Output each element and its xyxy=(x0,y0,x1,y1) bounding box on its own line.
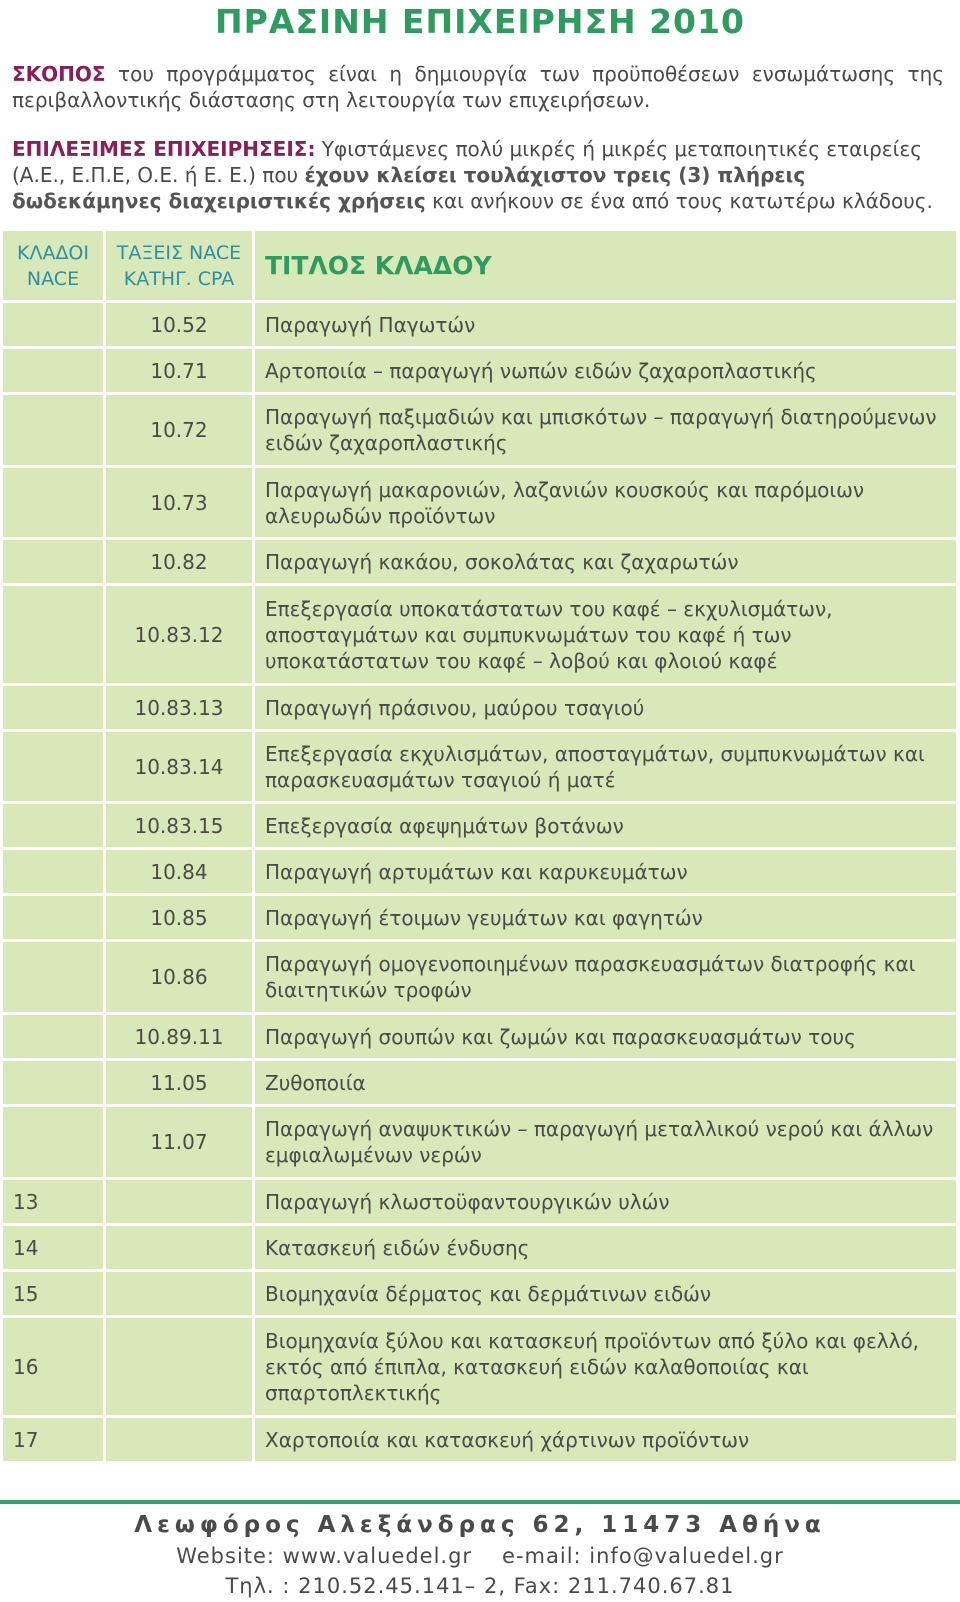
class-code-cell: 10.73 xyxy=(106,468,255,540)
sector-cell: 17 xyxy=(3,1418,106,1464)
table-row xyxy=(3,942,956,1015)
header-sector-title: ΤΙΤΛΟΣ ΚΛΑΔΟΥ xyxy=(255,231,956,303)
sector-title-cell: Χαρτοποιία και κατασκευή χάρτινων προϊόντων xyxy=(255,1418,956,1464)
sector-title-cell: Αρτοποιία – παραγωγή νωπών ειδών ζαχαροπλαστικής xyxy=(255,349,956,395)
eligibility-text-2: και ανήκουν σε ένα από τους κατωτέρω κλάδους. xyxy=(425,189,933,213)
footer-contact-line xyxy=(0,1544,960,1568)
class-code-cell: 10.83.12 xyxy=(106,586,255,686)
footer-website: Website: www.valuedel.gr xyxy=(176,1544,473,1568)
sector-title-cell: Επεξεργασία υποκατάστατων του καφέ – εκχυλισμάτων, αποσταγμάτων και συμπυκνωμάτων του καφέ ή των υποκατάστατων του καφέ – λοβού και φλοιού καφέ xyxy=(255,586,956,686)
sector-title-cell: Παραγωγή αναψυκτικών – παραγωγή μεταλλικού νερού και άλλων εμφιαλωμένων νερών xyxy=(255,1107,956,1180)
sector-title-cell: Παραγωγή πράσινου, μαύρου τσαγιού xyxy=(255,686,956,732)
class-code-cell: 10.83.13 xyxy=(106,686,255,732)
sector-title-cell: Βιομηχανία ξύλου και κατασκευή προϊόντων από ξύλο και φελλό, εκτός από έπιπλα, κατασκευή ειδών καλαθοποιίας και σπαρτοπλεκτικής xyxy=(255,1318,956,1418)
class-code-cell: 10.85 xyxy=(106,896,255,942)
sector-title-cell: Επεξεργασία αφεψημάτων βοτάνων xyxy=(255,804,956,850)
class-code-cell xyxy=(106,1180,255,1226)
sector-cell xyxy=(3,896,106,942)
page-title: ΠΡΑΣΙΝΗ ΕΠΙΧΕΙΡΗΣΗ 2010 xyxy=(215,2,745,41)
sector-cell xyxy=(3,850,106,896)
footer-divider xyxy=(0,1500,960,1504)
sector-cell xyxy=(3,1107,106,1180)
table-row xyxy=(3,732,956,804)
sector-cell xyxy=(3,804,106,850)
sector-title-cell: Παραγωγή Παγωτών xyxy=(255,303,956,349)
class-code-cell xyxy=(106,1418,255,1464)
table-row xyxy=(3,1226,956,1272)
sector-title-cell: Βιομηχανία δέρματος και δερμάτινων ειδών xyxy=(255,1272,956,1318)
class-code-cell xyxy=(106,1318,255,1418)
table-row xyxy=(3,804,956,850)
eligibility-paragraph xyxy=(12,136,944,214)
table-row xyxy=(3,1107,956,1180)
class-code-cell xyxy=(106,1272,255,1318)
sectors-table xyxy=(3,231,956,1464)
class-code-cell: 10.72 xyxy=(106,395,255,468)
sector-cell xyxy=(3,395,106,468)
table-row xyxy=(3,303,956,349)
sector-cell: 13 xyxy=(3,1180,106,1226)
table-row xyxy=(3,1061,956,1107)
class-code-cell xyxy=(106,1226,255,1272)
table-row xyxy=(3,1318,956,1418)
table-row xyxy=(3,468,956,540)
class-code-cell: 10.52 xyxy=(106,303,255,349)
scope-text: του προγράμματος είναι η δημιουργία των προϋποθέσεων ενσωμάτωσης της περιβαλλοντικής διάστασης στη λειτουργία των επιχειρήσεων. xyxy=(12,62,944,112)
sector-title-cell: Παραγωγή παξιμαδιών και μπισκότων – παραγωγή διατηρούμενων ειδών ζαχαροπλαστικής xyxy=(255,395,956,468)
sector-cell xyxy=(3,349,106,395)
table-row xyxy=(3,1418,956,1464)
sector-title-cell: Παραγωγή ομογενοποιημένων παρασκευασμάτων διατροφής και διαιτητικών τροφών xyxy=(255,942,956,1015)
class-code-cell: 10.71 xyxy=(106,349,255,395)
table-row xyxy=(3,349,956,395)
sector-cell xyxy=(3,540,106,586)
scope-label: ΣΚΟΠΟΣ xyxy=(12,62,106,86)
table-row xyxy=(3,586,956,686)
table-row xyxy=(3,896,956,942)
table-header-row xyxy=(3,231,956,303)
table-row xyxy=(3,540,956,586)
eligibility-label: ΕΠΙΛΕΞΙΜΕΣ ΕΠΙΧΕΙΡΗΣΕΙΣ: xyxy=(12,137,316,161)
class-code-cell: 10.84 xyxy=(106,850,255,896)
sector-cell: 15 xyxy=(3,1272,106,1318)
sector-cell xyxy=(3,1061,106,1107)
table-row xyxy=(3,395,956,468)
table-row xyxy=(3,1015,956,1061)
table-row xyxy=(3,850,956,896)
class-code-cell: 10.82 xyxy=(106,540,255,586)
sector-title-cell: Ζυθοποιία xyxy=(255,1061,956,1107)
header-sector-nace: ΚΛΑΔΟΙ NACE xyxy=(3,231,106,303)
header-class-nace: ΤΑΞΕΙΣ NACE ΚΑΤΗΓ. CPA xyxy=(106,231,255,303)
class-code-cell: 10.86 xyxy=(106,942,255,1015)
sector-cell xyxy=(3,1015,106,1061)
sector-cell xyxy=(3,686,106,732)
table-row xyxy=(3,686,956,732)
sector-cell xyxy=(3,942,106,1015)
sector-cell: 16 xyxy=(3,1318,106,1418)
sector-title-cell: Παραγωγή κλωστοϋφαντουργικών υλών xyxy=(255,1180,956,1226)
sector-title-cell: Επεξεργασία εκχυλισμάτων, αποσταγμάτων, συμπυκνωμάτων και παρασκευασμάτων τσαγιού ή ματέ xyxy=(255,732,956,804)
class-code-cell: 10.89.11 xyxy=(106,1015,255,1061)
class-code-cell: 11.05 xyxy=(106,1061,255,1107)
class-code-cell: 10.83.14 xyxy=(106,732,255,804)
eligibility-bold-text: έχουν κλείσει τουλάχιστον τρεις (3) πλήρεις δωδεκάμηνες διαχειριστικές χρήσεις xyxy=(12,163,806,213)
sector-cell xyxy=(3,468,106,540)
sector-title-cell: Κατασκευή ειδών ένδυσης xyxy=(255,1226,956,1272)
sector-cell: 14 xyxy=(3,1226,106,1272)
sector-title-cell: Παραγωγή μακαρονιών, λαζανιών κουσκούς και παρόμοιων αλευρωδών προϊόντων xyxy=(255,468,956,540)
sector-cell xyxy=(3,732,106,804)
footer-email: e-mail: info@valuedel.gr xyxy=(502,1544,784,1568)
sector-cell xyxy=(3,303,106,349)
class-code-cell: 10.83.15 xyxy=(106,804,255,850)
sector-cell xyxy=(3,586,106,686)
table-row xyxy=(3,1272,956,1318)
sector-title-cell: Παραγωγή αρτυμάτων και καρυκευμάτων xyxy=(255,850,956,896)
class-code-cell: 11.07 xyxy=(106,1107,255,1180)
footer-address: Λεωφόρος Αλεξάνδρας 62, 11473 Αθήνα xyxy=(134,1512,826,1538)
sector-title-cell: Παραγωγή σουπών και ζωμών και παρασκευασμάτων τους xyxy=(255,1015,956,1061)
sector-title-cell: Παραγωγή κακάου, σοκολάτας και ζαχαρωτών xyxy=(255,540,956,586)
table-row xyxy=(3,1180,956,1226)
footer-phone: Τηλ. : 210.52.45.141– 2, Fax: 211.740.67.81 xyxy=(225,1574,735,1598)
scope-paragraph xyxy=(12,61,944,113)
eligibility-text-1: Υφιστάμενες πολύ μικρές ή μικρές μεταποιητικές εταιρείες (Α.Ε., Ε.Π.Ε, Ο.Ε. ή Ε. Ε.) που xyxy=(12,137,922,187)
sector-title-cell: Παραγωγή έτοιμων γευμάτων και φαγητών xyxy=(255,896,956,942)
